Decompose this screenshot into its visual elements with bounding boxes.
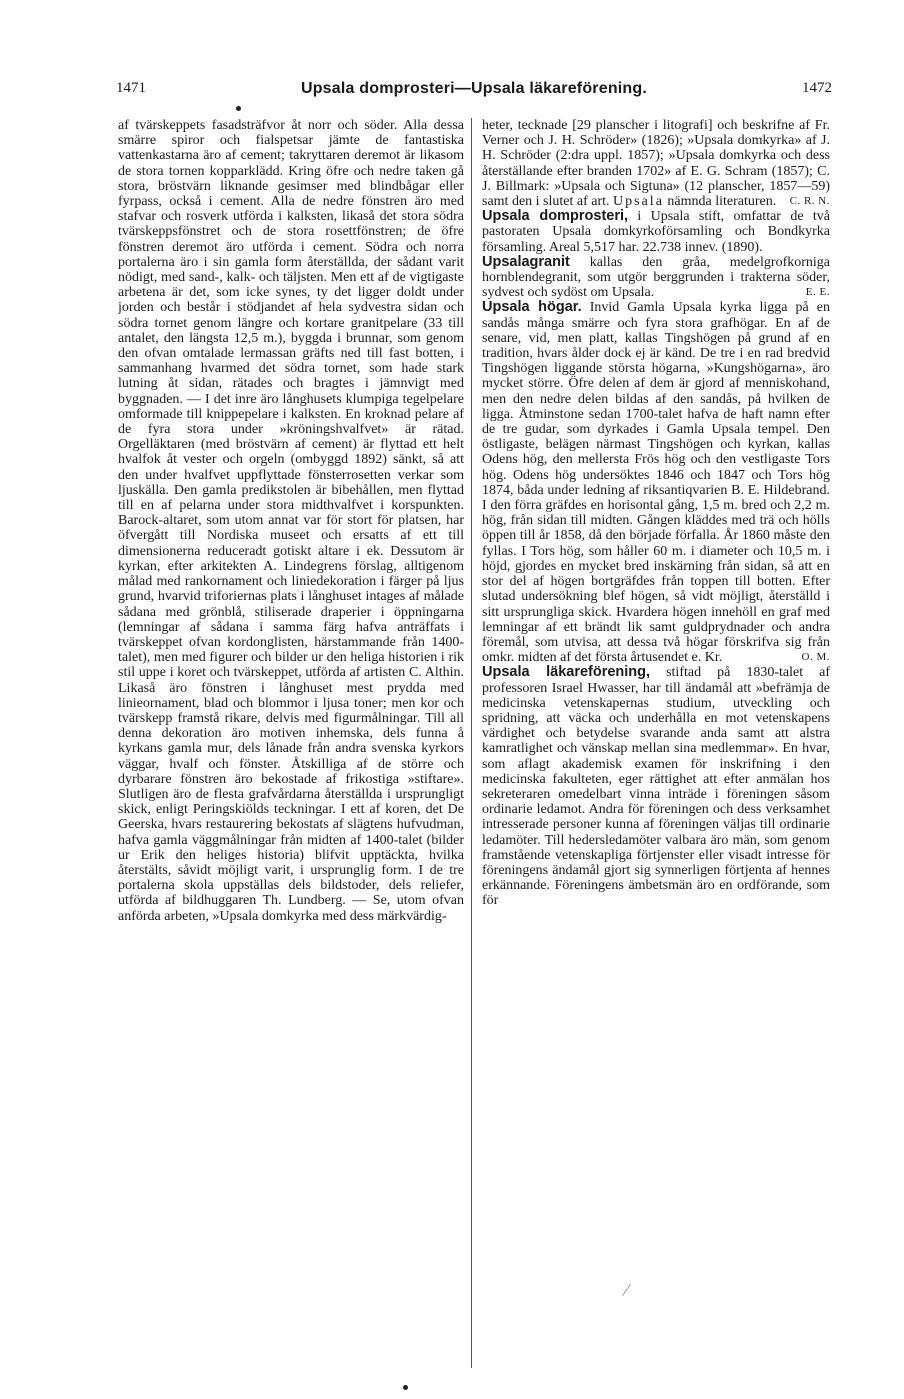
entry-headword: Upsalagranit (482, 253, 570, 270)
running-title: Upsala domprosteri—Upsala läkareförening. (300, 80, 648, 97)
continuation-paragraph (482, 118, 830, 209)
spaced-word: Upsala (613, 194, 664, 210)
entry-upsalagranit (482, 255, 830, 301)
right-column (482, 118, 830, 1368)
entry-text: stiftad på 1830-talet af professoren Israel Hwasser, har till ändamål att »befrämja de medicinska vetenskapernas studium, utveckling och spridning, att väcka och underhålla en mot vetenskapens värdighet och betydelse svarande anda samt att alstra kamratlighet och vänskap mellan sina medlemmar». En hvar, som aflagt akademisk examen för inskrifning i den medicinska fakulteten, eger rättighet att efter anmälan hos sekreteraren omedelbart vinna inträde i föreningen såsom ordinarie ledamot. Andra för föreningen och dess verksamhet intresserade personer kunna af föreningen väljas till ordinarie ledamöter. Till hedersledamöter valbara äro män, som genom framstående vetenskapliga förtjenster eller visadt intresse för föreningens ändamål gjort sig synnerligen förtjenta af hennes erkännande. Föreningens ämbetsmän äro en ordförande, som för (482, 665, 830, 909)
entry-lakareforening (482, 665, 830, 908)
page-number-left: 1471 (116, 80, 146, 96)
column-divider (471, 118, 472, 1368)
running-header (116, 80, 832, 106)
page-number-right: 1472 (802, 80, 832, 96)
left-column (118, 118, 464, 1368)
author-signature: E. E. (805, 286, 830, 299)
author-signature: O. M. (801, 651, 830, 664)
ink-speck (236, 106, 241, 111)
entry-text: Invid Gamla Upsala kyrka ligga på en sandås många smärre och fyra stora grafhögar. En af de senare, vid, men platt, kallas Tingshögen på grund af en tradition, hvars ålder dock ej är känd. De tre i en rad bredvid Tingshögen liggande största högarna, »Kungshögarna», äro mycket större. Öfre delen af dem är gjord af menniskohand, men den nedre delen bildas af den sandås, på hvilken de ligga. Åtminstone sedan 1700-talet hafva de haft namn efter de tre gudar, som dyrkades i Gamla Upsala tempel. Den östligaste, belägen närmast Tingshögen och kyrkan, kallas Odens hög, den mellersta Frös hög och den vestligaste Tors hög. Odens hög undersöktes 1846 och 1847 och Tors hög 1874, båda under ledning af riksantiqvarien B. E. Hildebrand. I den förra gräfdes en horisontal gång, 1,5 m. bred och 2,2 m. hög, från sidan till midten. Gången kläddes med trä och hölls öppen till år 1858, då den började förfalla. År 1860 måste den fyllas. I Tors hög, som håller 60 m. i diameter och 10,5 m. i höjd, gjordes en mycket bred inskärning från sidan, så att en stor del af högen bortgräfdes från toppen till botten. Efter slutad undersökning blef högen, så vidt möjligt, återställd i sitt ursprungliga skick. Hvardera högen innehöll en graf med lemningar af ett brändt lik samt guldprydnader och andra föremål, som utvisa, att dessa två högar förskrifva sig från omkr. midten af det första årtusendet e. Kr. (482, 300, 830, 666)
entry-domprosteri (482, 209, 830, 255)
entry-headword: Upsala högar. (482, 299, 582, 316)
entry-text: i Upsala stift, omfattar de två pastoraten Upsala domkyrkoförsamling och Bondkyrka församling. Areal 5,517 har. 22.738 innev. (1890). (482, 209, 830, 255)
ink-speck (403, 1385, 408, 1390)
continuation-text: heter, tecknade [29 planscher i litografi] och beskrifne af Fr. Verner och J. H. Schröder» (1826); »Upsala domkyrka» af J. H. Schröder (2:dra uppl. 1857); »Upsala domkyrka och dess återställande efter branden 1702» af E. G. Schram (1857); C. J. Billmark: »Upsala och Sigtuna» (12 planscher, 1857—59) samt den i slutet af art. (482, 118, 830, 210)
entry-hogar (482, 300, 830, 665)
author-signature: C. R. N. (789, 195, 830, 208)
entry-text: kallas den gråa, medelgrofkorniga hornblendegranit, som utgör berggrunden i trakterna söder, sydvest och sydöst om Upsala. (482, 254, 830, 301)
entry-headword: Upsala domprosteri, (482, 208, 629, 225)
continuation-end: nämnda literaturen. (667, 194, 777, 210)
entry-headword: Upsala läkareförening, (482, 664, 651, 681)
body-paragraph: af tvärskeppets fasadsträfvor åt norr och söder. Alla dessa smärre spiror och fialspetsar jämte de fantastiska vattenkastarna äro af cement; takryttaren deremot är likasom de stora tornen kopparklädd. Kring öfre och nedre taken gå stora, bröstvärn liknande gesimser med blindbågar eller fyrpass, också i cement. Alla de nedre fönstren äro med stafvar och rosverk utförda i kalksten, likaså det stora södra tvärskeppsfönstret och de stora rosettfönstren; de öfre fönstren deremot äro utförda i cement. Södra och norra portalerna äro i sin gamla form återställda, der sådant varit nödigt, med sand-, kalk- och täljsten. Men ett af de vigtigaste arbetena är det, som icke synes, ty det ligger doldt under jorden och består i stödjandet af hela sydvestra sidan och södra tornet genom längre och kortare granitpelare (33 till antalet, den längsta 12,5 m.), byggda i brunnar, som genom den ofvan omtalade lermassan gräfts ned till fast botten, i sammanhang hvarmed det södra tornet, som hade stark lutning åt sidan, rätades och bragtes i jämnvigt med byggnaden. — I det inre äro långhusets klumpiga tegelpelare omformade till knippepelare i kalksten. En kroknad pelare af de fyra stora under »kröningshvalfvet» är rätad. Orgelläktaren (med bröstvärn af cement) är flyttad ett helt hvalfok åt vester och orgeln (ombyggd 1892) sänkt, så att den under hvalfvet uppflyttade fönsterrosetten verkar som ljuskälla. Den gamla predikstolen är bibehållen, men flyttad till en af pelarna under stora midthvalfvet i korspunkten. Barock-altaret, som utom annat var för stort för platsen, har öfvergått till Nordiska museet och ersatts af ett till dimensionerna reduceradt gotiskt altare i ek. Dessutom är kyrkan, efter arkitekten A. Lindegrens förslag, alltigenom målad med rankornament och liniedekoration i färger på ljus grund, hvarvid triforiernas plats i långhuset intages af målade sådana med grönblå, stiliserade draperier i öppningarna (lemningar af sådana i samma färg hafva anträffats i tvärskeppet ofvan kordonglisten, härstammande från 1400-talet), men med figurer och bilder ur den heliga historien i rik stil uppe i koret och tvärskeppet, utförda af artisten C. Althin. Likaså äro fönstren i långhuset mest prydda med linieornament, blad och blommor i ljusa toner; men kor och tvärskepp framstå rikare, delvis med figurmålningar. Till all denna dekoration äro motiven inhemska, dels funna å kyrkans gamla mur, dels lånade från andra svenska kyrkors väggar, hvalf och fönster. Åtskilliga af de större och dyrbarare fönstren äro bekostade af frikostiga »stiftare». Slutligen äro de flesta grafvårdarna återställda i ursprungligt skick, enligt Peringskiölds teckningar. I ett af koren, det De Geerska, hvars restaurering bekostats af slägtens hufvudman, hafva gamla väggmålningar från midten af 1400-talet (bilder ur Erik den heliges historia) blifvit upptäckta, hvilka återstälts, såvidt möjligt varit, i ursprunglig form. I de tre portalerna skola uppställas dels bildstoder, dels reliefer, utförda af bildhuggaren Th. Lundberg. — Se, utom ofvan anförda arbeten, »Upsala domkyrka med dess märkvärdig- (118, 118, 464, 924)
